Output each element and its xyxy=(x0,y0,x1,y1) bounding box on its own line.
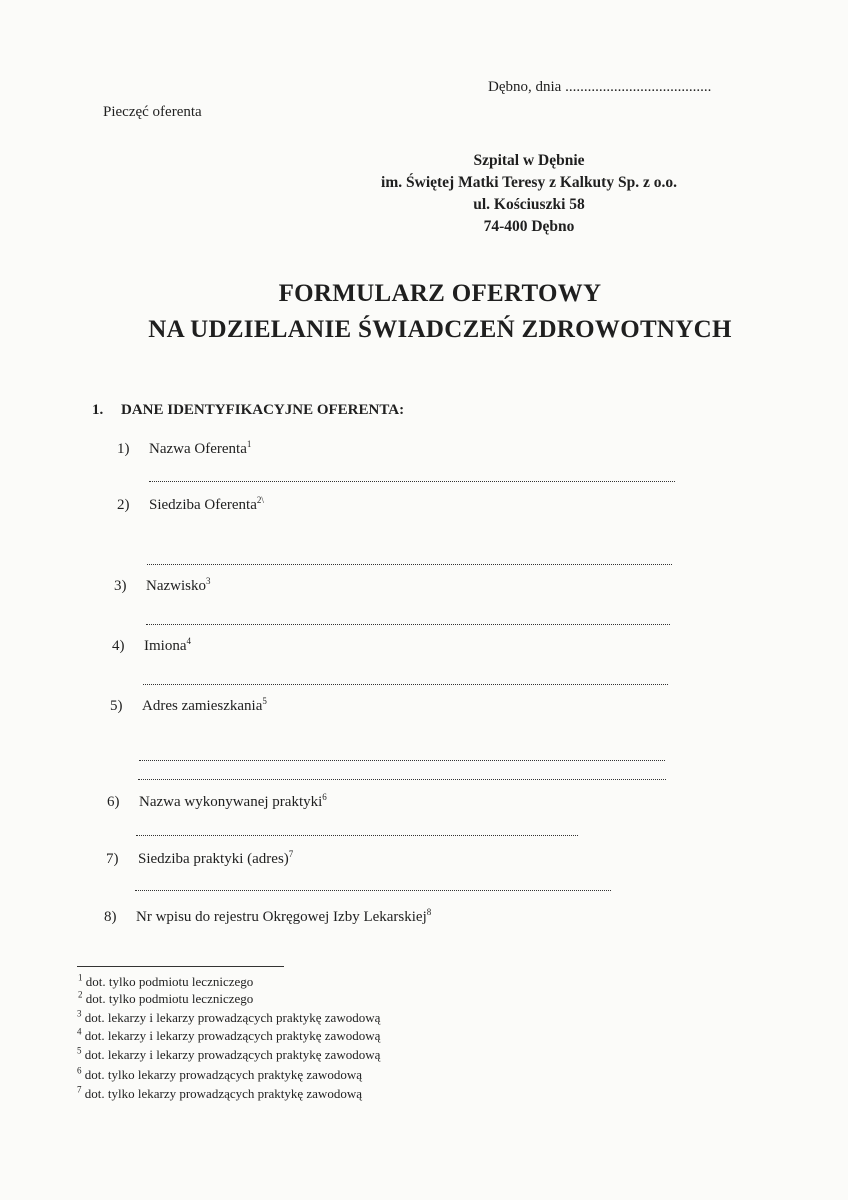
footnote-number: 1 xyxy=(78,972,83,983)
field-nazwa-praktyki[interactable] xyxy=(136,835,578,836)
footnote-ref: 3 xyxy=(206,576,211,586)
field-adres-zamieszkania-2[interactable] xyxy=(138,779,666,780)
item-nazwa-praktyki xyxy=(107,794,327,811)
stamp-label: Pieczęć oferenta xyxy=(103,104,202,120)
field-nazwisko[interactable] xyxy=(146,624,670,625)
item-number: 7) xyxy=(106,851,119,867)
item-number: 8) xyxy=(104,909,117,925)
footnote-number: 2 xyxy=(78,989,83,1000)
recipient-address xyxy=(300,150,758,238)
item-label: Nazwa wykonywanej praktyki xyxy=(139,794,323,810)
item-number: 4) xyxy=(112,638,125,654)
item-number: 1) xyxy=(117,441,130,457)
date-field-dots[interactable]: ....................................... xyxy=(565,79,712,95)
item-siedziba-praktyki xyxy=(106,851,293,868)
footnote-ref: 7 xyxy=(288,849,294,859)
footnote-ref: 2\ xyxy=(256,495,264,505)
item-label: Nazwa Oferenta xyxy=(149,441,247,457)
item-siedziba-oferenta xyxy=(117,497,264,514)
item-number: 6) xyxy=(107,794,120,810)
field-siedziba-praktyki[interactable] xyxy=(135,890,611,891)
date-line xyxy=(488,79,711,96)
footnote-ref: 4 xyxy=(186,636,191,646)
item-nr-wpisu-oil xyxy=(104,909,431,926)
field-nazwa-oferenta[interactable] xyxy=(149,481,675,482)
footnote-text: dot. tylko podmiotu leczniczego xyxy=(85,974,254,989)
section-heading xyxy=(92,402,404,419)
item-label: Adres zamieszkania xyxy=(142,698,263,714)
footnote-text: dot. lekarzy i lekarzy prowadzących praktykę zawodową xyxy=(84,1028,381,1043)
recipient-line-4: 74-400 Dębno xyxy=(483,218,575,235)
recipient-line-1: Szpital w Dębnie xyxy=(473,152,585,169)
footnote-ref: 5 xyxy=(262,696,267,706)
title-line-2: NA UDZIELANIE ŚWIADCZEŃ ZDROWOTNYCH xyxy=(148,316,732,343)
footnote-text: dot. tylko podmiotu leczniczego xyxy=(85,991,254,1006)
section-title: DANE IDENTYFIKACYJNE OFERENTA: xyxy=(121,402,405,418)
recipient-line-3: ul. Kościuszki 58 xyxy=(473,196,585,213)
item-label: Nr wpisu do rejestru Okręgowej Izby Lekarskiej xyxy=(136,909,427,925)
item-label: Siedziba Oferenta xyxy=(149,497,257,513)
footnote-text: dot. lekarzy i lekarzy prowadzących praktykę zawodową xyxy=(84,1047,381,1062)
footnote xyxy=(77,1027,380,1044)
footnote-separator xyxy=(77,966,284,967)
footnote xyxy=(77,1066,362,1083)
item-number: 2) xyxy=(117,497,130,513)
title-line-1: FORMULARZ OFERTOWY xyxy=(278,280,602,307)
footnote-text: dot. lekarzy i lekarzy prowadzących praktykę zawodową xyxy=(84,1010,381,1025)
footnote-number: 5 xyxy=(77,1045,82,1056)
recipient-line-2: im. Świętej Matki Teresy z Kalkuty Sp. z o.o. xyxy=(381,174,677,191)
footnote-number: 3 xyxy=(77,1008,82,1019)
section-number: 1. xyxy=(92,402,104,418)
item-label: Nazwisko xyxy=(146,578,206,594)
item-number: 3) xyxy=(114,578,127,594)
footnote-ref: 1 xyxy=(246,439,252,449)
item-imiona xyxy=(112,638,191,655)
field-adres-zamieszkania-1[interactable] xyxy=(139,760,665,761)
footnote xyxy=(77,1009,380,1026)
footnote xyxy=(78,973,253,990)
item-label: Siedziba praktyki (adres) xyxy=(138,851,289,867)
date-label: Dębno, dnia xyxy=(488,79,562,95)
footnote xyxy=(77,1046,380,1063)
footnote-number: 6 xyxy=(77,1065,82,1076)
footnote-number: 7 xyxy=(77,1084,82,1095)
item-label: Imiona xyxy=(144,638,187,654)
footnote-ref: 8 xyxy=(426,907,432,917)
footnote xyxy=(78,990,253,1007)
item-number: 5) xyxy=(110,698,123,714)
field-siedziba-oferenta[interactable] xyxy=(147,564,672,565)
footnote-number: 4 xyxy=(77,1026,82,1037)
footnote-text: dot. tylko lekarzy prowadzących praktykę zawodową xyxy=(84,1086,362,1101)
footnote-text: dot. tylko lekarzy prowadzących praktykę zawodową xyxy=(84,1067,362,1082)
footnote-ref: 6 xyxy=(322,792,327,802)
footnote xyxy=(77,1085,362,1102)
item-adres-zamieszkania xyxy=(110,698,267,715)
document-title xyxy=(60,276,820,348)
field-imiona[interactable] xyxy=(143,684,668,685)
item-nazwa-oferenta xyxy=(117,441,251,458)
item-nazwisko xyxy=(114,578,211,595)
